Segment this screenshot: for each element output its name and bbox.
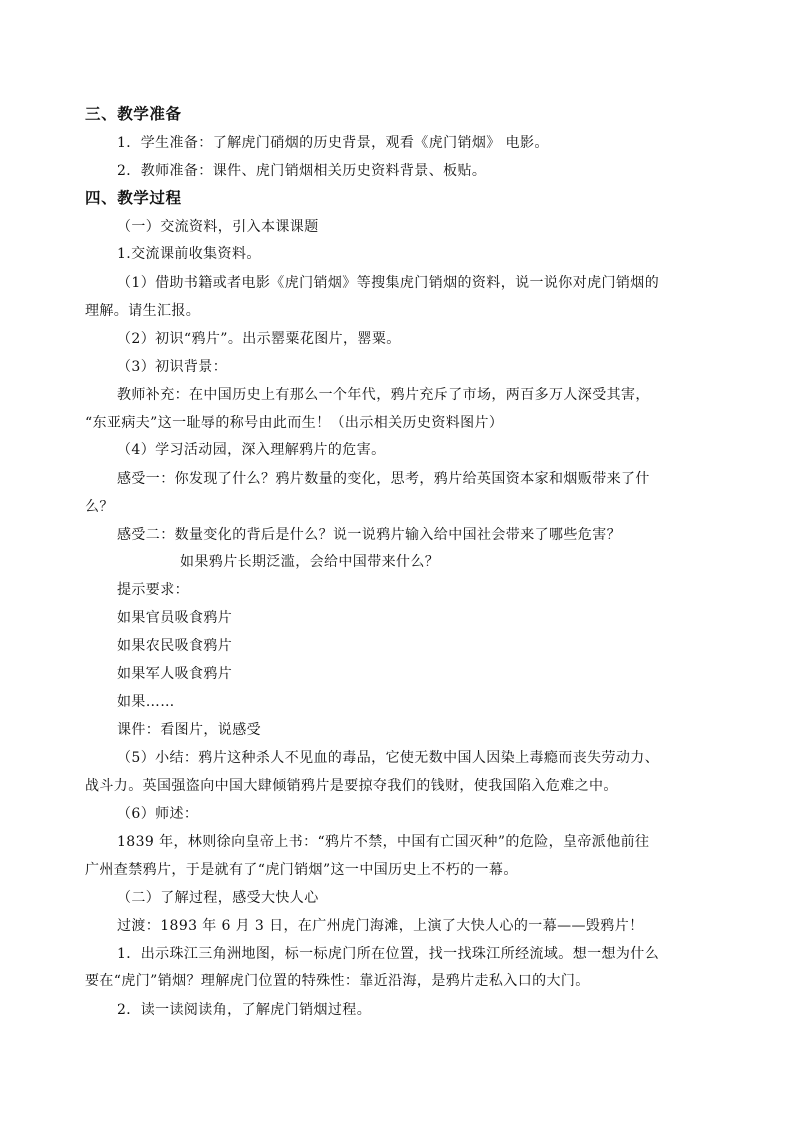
- paragraph-2: （2）初识“鸦片”。出示罂粟花图片，罂粟。: [117, 331, 401, 347]
- part2-item1-line1: 1．出示珠江三角洲地图，标一标虎门所在位置，找一找珠江所经流域。想一想为什么: [117, 946, 660, 962]
- paragraph-1-line1: （1）借助书籍或者电影《虎门销烟》等搜集虎门销烟的资料，说一说你对虎门销烟的: [117, 275, 660, 291]
- courseware-note: 课件：看图片，说感受: [117, 722, 261, 738]
- hint-farmers: 如果农民吸食鸦片: [117, 638, 233, 654]
- part2-item1-line2: 要在“虎门”销烟？理解虎门位置的特殊性：靠近沿海，是鸦片走私入口的大门。: [85, 973, 590, 989]
- teacher-narration-title: （6）师述：: [117, 806, 199, 822]
- feeling-2-line1: 感受二：数量变化的背后是什么？说一说鸦片输入给中国社会带来了哪些危害？: [117, 527, 621, 543]
- part2-transition: 过渡：1893 年 6 月 3 日，在广州虎门海滩，上演了大快人心的一幕——毁鸦片！: [117, 918, 644, 934]
- paragraph-4: （4）学习活动园，深入理解鸦片的危害。: [117, 442, 386, 458]
- feeling-1-line2: 么？: [85, 499, 114, 515]
- narration-line2: 广州查禁鸦片，于是就有了“虎门销烟”这一中国历史上不朽的一幕。: [85, 862, 518, 878]
- hint-more: 如果……: [117, 694, 175, 710]
- preparation-item-students: 1．学生准备：了解虎门硝烟的历史背景，观看《虎门销烟》 电影。: [117, 135, 549, 151]
- summary-line2: 战斗力。英国强盗向中国大肆倾销鸦片是要掠夺我们的钱财，使我国陷入危难之中。: [85, 778, 618, 794]
- section-heading-process: 四、教学过程: [85, 189, 182, 207]
- paragraph-1-line2: 理解。请生汇报。: [85, 303, 201, 319]
- feeling-1-line1: 感受一：你发现了什么？鸦片数量的变化，思考，鸦片给英国资本家和烟贩带来了什: [117, 471, 650, 487]
- teacher-supplement-line1: 教师补充：在中国历史上有那么一个年代，鸦片充斥了市场，两百多万人深受其害，: [117, 387, 650, 403]
- narration-line1: 1839 年，林则徐向皇帝上书：“鸦片不禁，中国有亡国灭种”的危险，皇帝派他前往: [117, 834, 650, 850]
- hint-soldiers: 如果军人吸食鸦片: [117, 666, 233, 682]
- summary-line1: （5）小结：鸦片这种杀人不见血的毒品，它使无数中国人因染上毒瘾而丧失劳动力、: [117, 750, 660, 766]
- part2-title: （二）了解过程，感受大快人心: [117, 890, 319, 906]
- hint-title: 提示要求：: [117, 582, 189, 598]
- section-heading-preparation: 三、教学准备: [85, 105, 182, 123]
- feeling-2-line2: 如果鸦片长期泛滥，会给中国带来什么？: [180, 554, 440, 570]
- teacher-supplement-line2: “东亚病夫”这一耻辱的称号由此而生！（出示相关历史资料图片）: [85, 415, 504, 431]
- paragraph-3: （3）初识背景：: [117, 359, 228, 375]
- part1-step1: 1.交流课前收集资料。: [117, 246, 261, 262]
- hint-officials: 如果官员吸食鸦片: [117, 610, 233, 626]
- part1-title: （一）交流资料，引入本课课题: [117, 219, 319, 235]
- part2-item2: 2．读一读阅读角，了解虎门销烟过程。: [117, 1002, 372, 1018]
- preparation-item-teacher: 2．教师准备：课件、虎门销烟相关历史资料背景、板贴。: [117, 163, 487, 179]
